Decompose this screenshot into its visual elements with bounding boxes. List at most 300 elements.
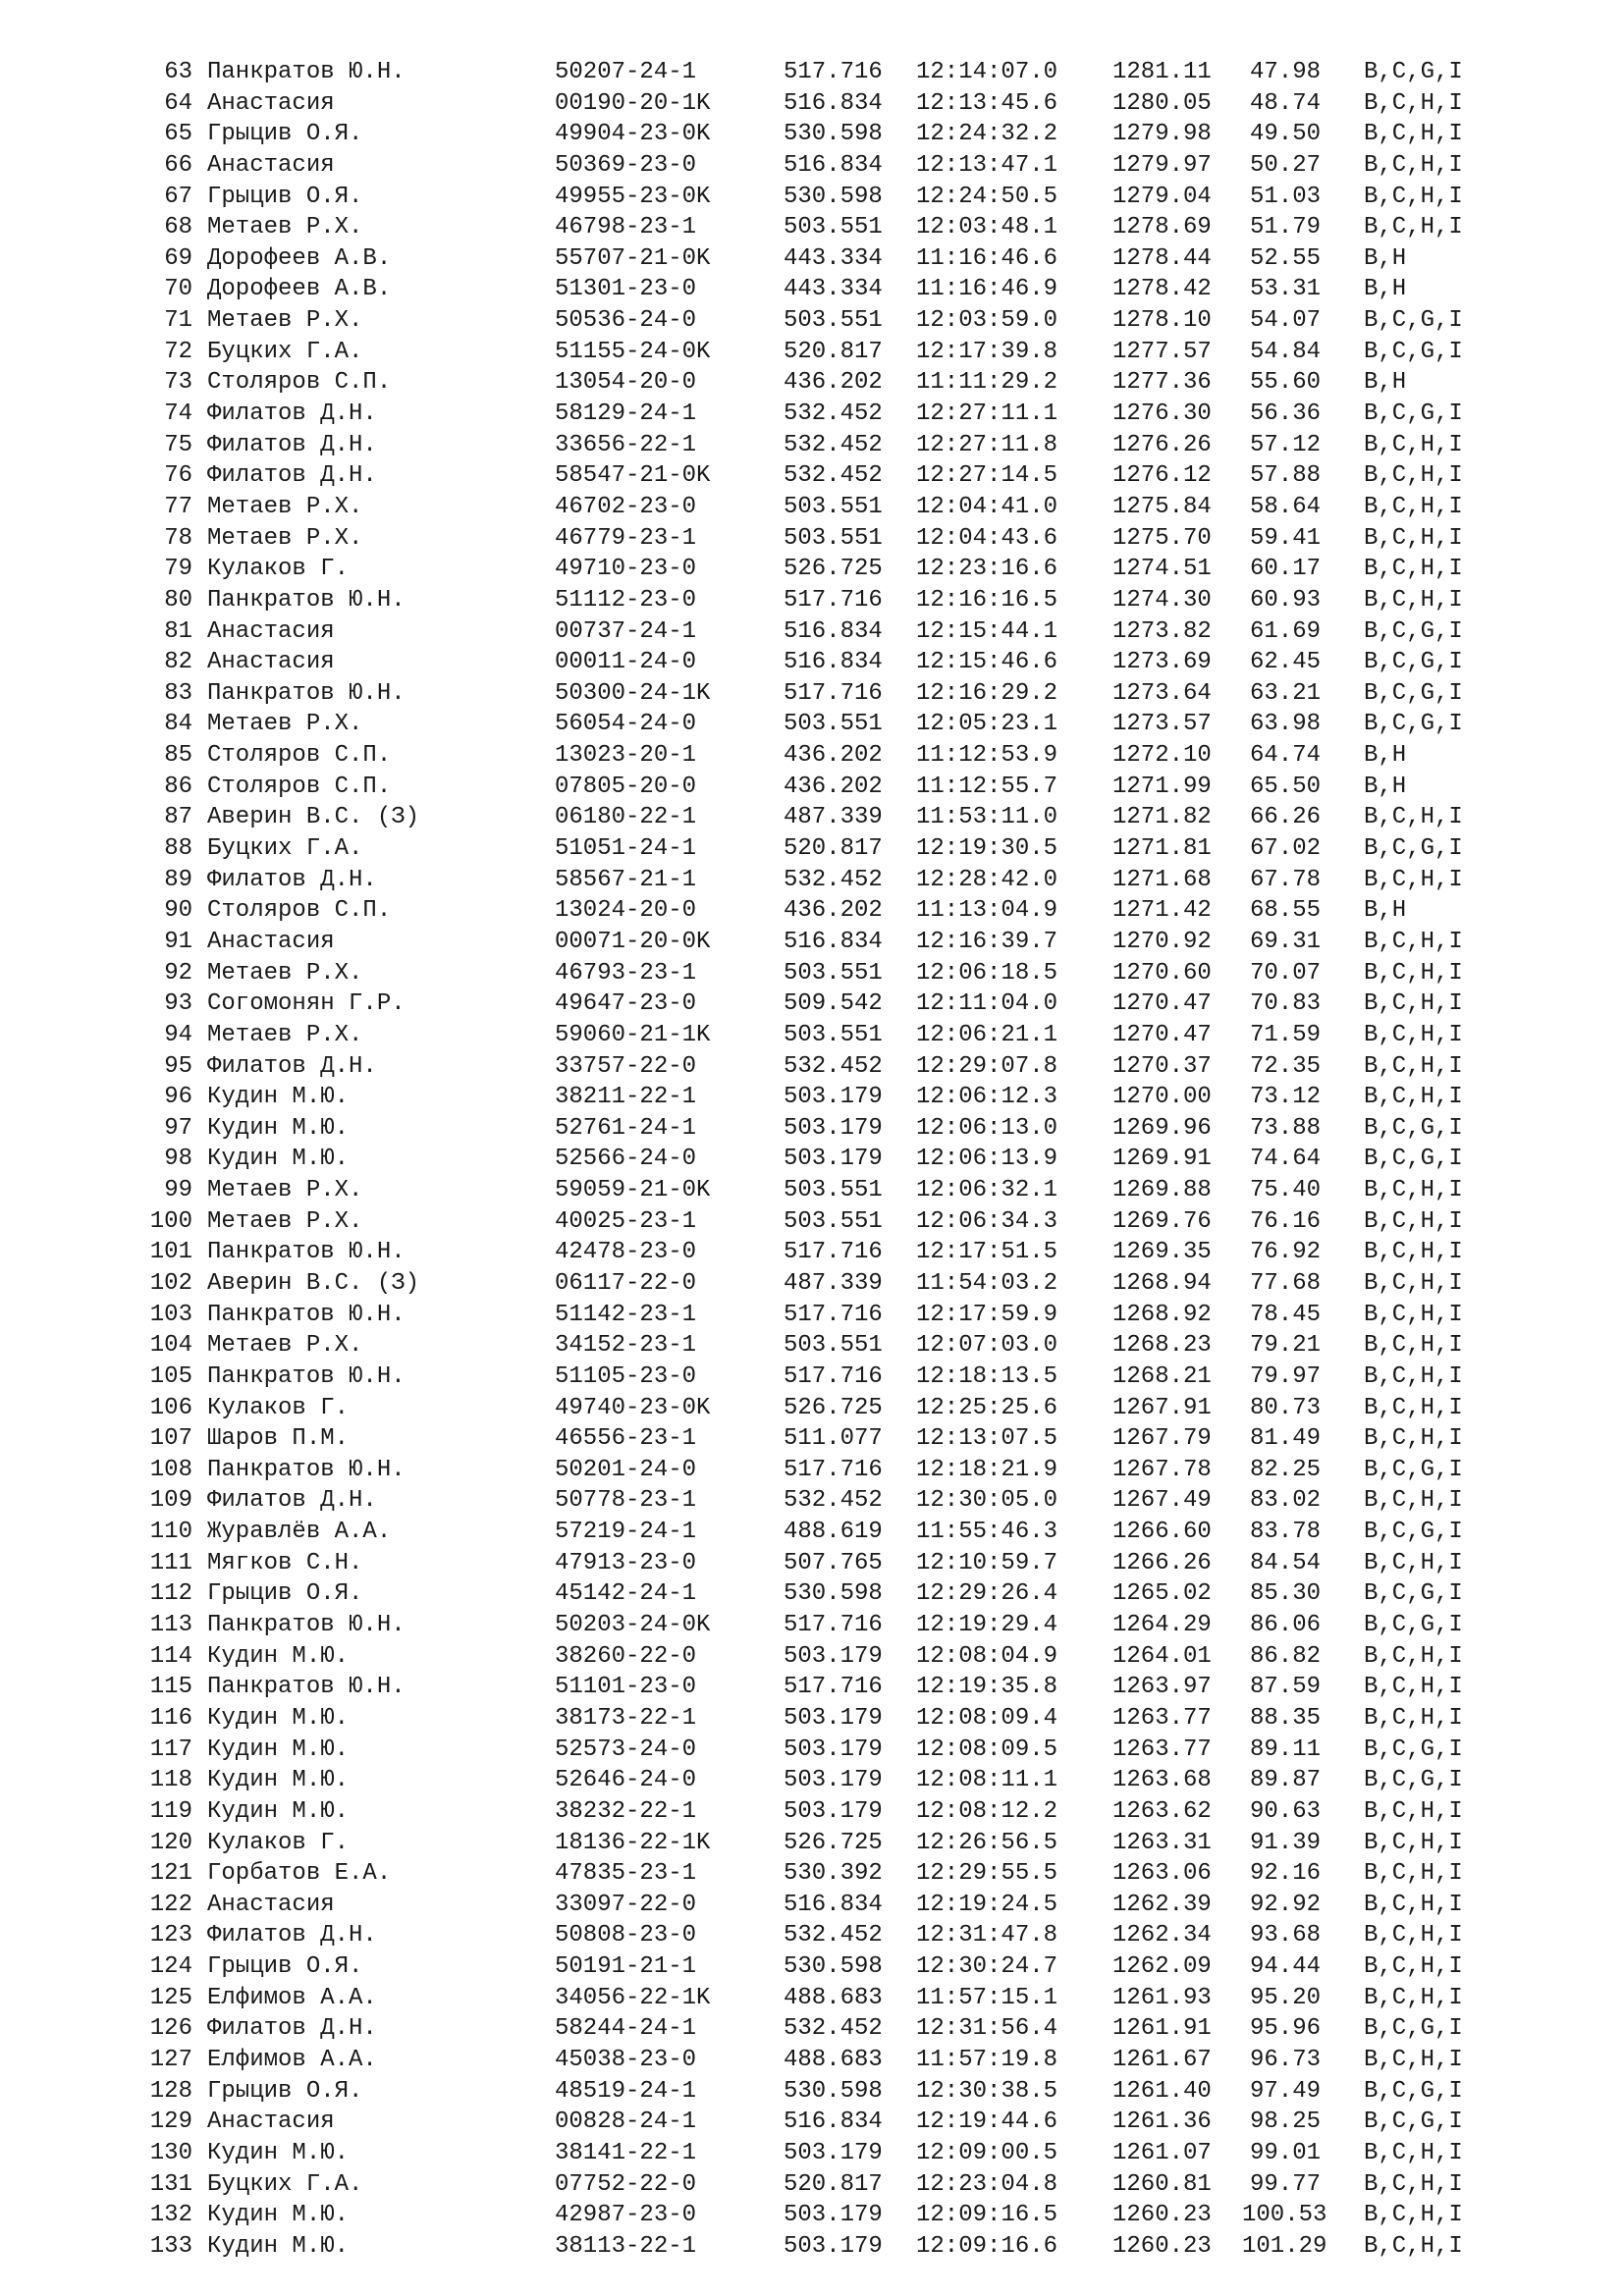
distance-cell: 517.716 [784,1674,883,1701]
ring-number-cell: 51155-24-0K [555,338,711,365]
fancier-name-cell: Дорофеев А.В. [207,276,392,303]
speed-cell: 1270.00 [1112,1084,1212,1111]
arrival-time-cell: 12:31:56.4 [916,2015,1058,2043]
coefficient-cell: 80.73 [1249,1394,1321,1421]
marks-cell: B,C,H,I [1364,1207,1463,1235]
ring-number-cell: 49740-23-0K [555,1394,711,1421]
fancier-name-cell: Кудин М.Ю. [207,1642,350,1670]
speed-cell: 1268.21 [1112,1362,1212,1390]
place-cell: 63 [164,59,192,85]
place-cell: 103 [149,1301,192,1328]
arrival-time-cell: 12:15:46.6 [916,649,1058,676]
fancier-name-cell: Кудин М.Ю. [207,1735,350,1763]
arrival-time-cell: 11:11:29.2 [916,369,1058,397]
marks-cell: B,H [1364,244,1407,272]
distance-cell: 517.716 [784,1301,883,1328]
distance-cell: 532.452 [784,866,883,893]
arrival-time-cell: 12:27:11.8 [916,431,1058,458]
fancier-name-cell: Филатов Д.Н. [207,1922,377,1949]
coefficient-cell: 58.64 [1249,493,1321,520]
place-cell: 114 [149,1642,192,1670]
marks-cell: B,C,H,I [1364,1084,1463,1111]
fancier-name-cell: Буцких Г.А. [207,338,363,365]
speed-cell: 1278.69 [1112,214,1212,241]
speed-cell: 1263.06 [1112,1860,1212,1888]
place-cell: 66 [164,151,192,179]
result-row [0,1641,1624,1673]
place-cell: 87 [164,804,192,831]
result-row [0,492,1624,523]
distance-cell: 516.834 [784,2109,883,2136]
distance-cell: 503.179 [784,1146,883,1173]
speed-cell: 1263.77 [1112,1735,1212,1763]
arrival-time-cell: 12:17:51.5 [916,1239,1058,1266]
fancier-name-cell: Филатов Д.Н. [207,400,377,428]
ring-number-cell: 50778-23-1 [555,1487,697,1515]
result-row [0,88,1624,120]
marks-cell: B,C,G,I [1364,835,1463,863]
place-cell: 85 [164,742,192,770]
arrival-time-cell: 12:04:43.6 [916,524,1058,552]
ring-number-cell: 56054-24-0 [555,711,697,738]
coefficient-cell: 76.16 [1249,1207,1321,1235]
coefficient-cell: 82.25 [1249,1456,1321,1483]
result-row [0,337,1624,368]
coefficient-cell: 83.78 [1249,1519,1321,1546]
place-cell: 83 [164,679,192,707]
result-row [0,1423,1624,1455]
place-cell: 105 [149,1362,192,1390]
fancier-name-cell: Кулаков Г. [207,1829,350,1856]
coefficient-cell: 60.93 [1249,586,1321,614]
fancier-name-cell: Анастасия [207,928,335,955]
coefficient-cell: 101.29 [1242,2232,1327,2260]
ring-number-cell: 49955-23-0K [555,183,711,210]
speed-cell: 1267.91 [1112,1394,1212,1421]
marks-cell: B,C,H,I [1364,121,1463,148]
result-row [0,1796,1624,1828]
coefficient-cell: 84.54 [1249,1549,1321,1576]
distance-cell: 503.551 [784,1021,883,1048]
result-row [0,554,1624,585]
distance-cell: 503.551 [784,493,883,520]
ring-number-cell: 00071-20-0K [555,928,711,955]
ring-number-cell: 38211-22-1 [555,1084,697,1111]
coefficient-cell: 60.17 [1249,556,1321,583]
coefficient-cell: 61.69 [1249,617,1321,645]
coefficient-cell: 72.35 [1249,1052,1321,1080]
speed-cell: 1275.84 [1112,493,1212,520]
arrival-time-cell: 12:09:00.5 [916,2139,1058,2166]
speed-cell: 1279.97 [1112,151,1212,179]
distance-cell: 503.179 [784,1735,883,1763]
arrival-time-cell: 12:30:05.0 [916,1487,1058,1515]
speed-cell: 1263.68 [1112,1767,1212,1794]
ring-number-cell: 58547-21-0K [555,462,711,490]
result-row [0,1485,1624,1517]
speed-cell: 1281.11 [1112,59,1212,85]
arrival-time-cell: 12:18:13.5 [916,1362,1058,1390]
result-row [0,1858,1624,1890]
result-row [0,2169,1624,2201]
ring-number-cell: 45038-23-0 [555,2047,697,2073]
marks-cell: B,C,G,I [1364,2015,1463,2043]
place-cell: 115 [149,1674,192,1701]
coefficient-cell: 62.45 [1249,649,1321,676]
speed-cell: 1262.34 [1112,1922,1212,1949]
coefficient-cell: 56.36 [1249,400,1321,428]
coefficient-cell: 52.55 [1249,244,1321,272]
speed-cell: 1263.62 [1112,1797,1212,1825]
coefficient-cell: 73.12 [1249,1084,1321,1111]
place-cell: 100 [149,1207,192,1235]
fancier-name-cell: Грыцив О.Я. [207,1953,363,1981]
distance-cell: 503.551 [784,1332,883,1360]
distance-cell: 488.619 [784,1519,883,1546]
arrival-time-cell: 12:29:07.8 [916,1052,1058,1080]
marks-cell: B,C,H,I [1364,89,1463,117]
distance-cell: 503.179 [784,1704,883,1732]
result-row [0,1455,1624,1486]
fancier-name-cell: Метаев Р.Х. [207,524,363,552]
speed-cell: 1273.69 [1112,649,1212,676]
result-row [0,430,1624,461]
results-list [0,57,1624,2262]
speed-cell: 1269.96 [1112,1114,1212,1142]
distance-cell: 516.834 [784,617,883,645]
place-cell: 107 [149,1425,192,1453]
place-cell: 116 [149,1704,192,1732]
coefficient-cell: 79.21 [1249,1332,1321,1360]
speed-cell: 1260.81 [1112,2170,1212,2198]
speed-cell: 1276.26 [1112,431,1212,458]
speed-cell: 1275.70 [1112,524,1212,552]
fancier-name-cell: Кудин М.Ю. [207,1146,350,1173]
result-row [0,367,1624,399]
place-cell: 125 [149,1984,192,2011]
arrival-time-cell: 12:28:42.0 [916,866,1058,893]
arrival-time-cell: 12:08:09.5 [916,1735,1058,1763]
marks-cell: B,C,H,I [1364,1177,1463,1204]
place-cell: 101 [149,1239,192,1266]
ring-number-cell: 00737-24-1 [555,617,697,645]
marks-cell: B,C,H,I [1364,2139,1463,2166]
speed-cell: 1278.10 [1112,307,1212,335]
arrival-time-cell: 11:54:03.2 [916,1269,1058,1297]
arrival-time-cell: 12:06:12.3 [916,1084,1058,1111]
coefficient-cell: 81.49 [1249,1425,1321,1453]
coefficient-cell: 57.12 [1249,431,1321,458]
result-row [0,1330,1624,1362]
marks-cell: B,C,H,I [1364,959,1463,987]
marks-cell: B,C,H,I [1364,183,1463,210]
ring-number-cell: 46556-23-1 [555,1425,697,1453]
fancier-name-cell: Анастасия [207,2109,335,2136]
distance-cell: 532.452 [784,1052,883,1080]
speed-cell: 1276.30 [1112,400,1212,428]
arrival-time-cell: 12:09:16.6 [916,2232,1058,2260]
arrival-time-cell: 12:24:50.5 [916,183,1058,210]
arrival-time-cell: 12:15:44.1 [916,617,1058,645]
place-cell: 68 [164,214,192,241]
distance-cell: 526.725 [784,1394,883,1421]
place-cell: 106 [149,1394,192,1421]
arrival-time-cell: 12:13:07.5 [916,1425,1058,1453]
marks-cell: B,C,H,I [1364,556,1463,583]
fancier-name-cell: Кулаков Г. [207,556,350,583]
fancier-name-cell: Аверин В.С. (З) [207,804,420,831]
ring-number-cell: 34056-22-1K [555,1984,711,2011]
arrival-time-cell: 12:16:39.7 [916,928,1058,955]
coefficient-cell: 88.35 [1249,1704,1321,1732]
marks-cell: B,C,G,I [1364,649,1463,676]
speed-cell: 1273.57 [1112,711,1212,738]
fancier-name-cell: Журавлёв А.А. [207,1519,392,1546]
distance-cell: 436.202 [784,369,883,397]
distance-cell: 503.551 [784,1177,883,1204]
coefficient-cell: 95.96 [1249,2015,1321,2043]
arrival-time-cell: 12:06:13.9 [916,1146,1058,1173]
ring-number-cell: 50536-24-0 [555,307,697,335]
result-row [0,399,1624,430]
result-row [0,1920,1624,1951]
place-cell: 64 [164,89,192,117]
speed-cell: 1271.42 [1112,897,1212,925]
speed-cell: 1279.04 [1112,183,1212,210]
place-cell: 69 [164,244,192,272]
arrival-time-cell: 11:55:46.3 [916,1519,1058,1546]
fancier-name-cell: Филатов Д.Н. [207,431,377,458]
distance-cell: 520.817 [784,835,883,863]
coefficient-cell: 91.39 [1249,1829,1321,1856]
speed-cell: 1268.94 [1112,1269,1212,1297]
fancier-name-cell: Анастасия [207,1891,335,1918]
arrival-time-cell: 12:06:13.0 [916,1114,1058,1142]
ring-number-cell: 50369-23-0 [555,151,697,179]
fancier-name-cell: Филатов Д.Н. [207,2015,377,2043]
fancier-name-cell: Панкратов Ю.Н. [207,1456,406,1483]
speed-cell: 1267.78 [1112,1456,1212,1483]
marks-cell: B,C,H,I [1364,1891,1463,1918]
result-row [0,1268,1624,1300]
fancier-name-cell: Грыцив О.Я. [207,1580,363,1608]
ring-number-cell: 18136-22-1K [555,1829,711,1856]
coefficient-cell: 68.55 [1249,897,1321,925]
result-row [0,833,1624,865]
speed-cell: 1274.51 [1112,556,1212,583]
coefficient-cell: 92.92 [1249,1891,1321,1918]
distance-cell: 503.179 [784,1114,883,1142]
speed-cell: 1263.31 [1112,1829,1212,1856]
speed-cell: 1276.12 [1112,462,1212,490]
place-cell: 96 [164,1084,192,1111]
place-cell: 73 [164,369,192,397]
distance-cell: 503.551 [784,524,883,552]
ring-number-cell: 46702-23-0 [555,493,697,520]
result-row [0,523,1624,555]
marks-cell: B,C,H,I [1364,1362,1463,1390]
arrival-time-cell: 12:29:26.4 [916,1580,1058,1608]
speed-cell: 1270.47 [1112,1021,1212,1048]
ring-number-cell: 51105-23-0 [555,1362,697,1390]
fancier-name-cell: Метаев Р.Х. [207,1207,363,1235]
result-row [0,243,1624,275]
result-row [0,1144,1624,1175]
ring-number-cell: 33097-22-0 [555,1891,697,1918]
distance-cell: 516.834 [784,928,883,955]
fancier-name-cell: Панкратов Ю.Н. [207,59,406,85]
coefficient-cell: 79.97 [1249,1362,1321,1390]
result-row [0,927,1624,958]
fancier-name-cell: Панкратов Ю.Н. [207,679,406,707]
distance-cell: 503.179 [784,2139,883,2166]
result-row [0,958,1624,989]
marks-cell: B,C,G,I [1364,59,1463,85]
result-row [0,1362,1624,1393]
ring-number-cell: 51051-24-1 [555,835,697,863]
place-cell: 72 [164,338,192,365]
coefficient-cell: 54.84 [1249,338,1321,365]
fancier-name-cell: Буцких Г.А. [207,2170,363,2198]
result-row [0,1237,1624,1268]
ring-number-cell: 50201-24-0 [555,1456,697,1483]
arrival-time-cell: 12:16:16.5 [916,586,1058,614]
speed-cell: 1269.91 [1112,1146,1212,1173]
arrival-time-cell: 11:13:04.9 [916,897,1058,925]
marks-cell: B,C,G,I [1364,400,1463,428]
speed-cell: 1267.79 [1112,1425,1212,1453]
result-row [0,988,1624,1020]
fancier-name-cell: Дорофеев А.В. [207,244,392,272]
distance-cell: 436.202 [784,773,883,800]
place-cell: 65 [164,121,192,148]
fancier-name-cell: Метаев Р.Х. [207,307,363,335]
coefficient-cell: 99.77 [1249,2170,1321,2198]
ring-number-cell: 38232-22-1 [555,1797,697,1825]
arrival-time-cell: 12:30:38.5 [916,2077,1058,2105]
coefficient-cell: 67.78 [1249,866,1321,893]
speed-cell: 1265.02 [1112,1580,1212,1608]
arrival-time-cell: 12:19:35.8 [916,1674,1058,1701]
coefficient-cell: 73.88 [1249,1114,1321,1142]
fancier-name-cell: Панкратов Ю.Н. [207,586,406,614]
marks-cell: B,C,H,I [1364,1301,1463,1328]
coefficient-cell: 98.25 [1249,2109,1321,2136]
marks-cell: B,C,H,I [1364,2232,1463,2260]
ring-number-cell: 58244-24-1 [555,2015,697,2043]
ring-number-cell: 51301-23-0 [555,276,697,303]
ring-number-cell: 57219-24-1 [555,1519,697,1546]
distance-cell: 503.551 [784,1207,883,1235]
ring-number-cell: 52573-24-0 [555,1735,697,1763]
result-row [0,2045,1624,2076]
place-cell: 113 [149,1612,192,1639]
distance-cell: 526.725 [784,1829,883,1856]
result-row [0,709,1624,740]
result-row [0,678,1624,710]
arrival-time-cell: 12:29:55.5 [916,1860,1058,1888]
arrival-time-cell: 12:06:18.5 [916,959,1058,987]
marks-cell: B,C,H,I [1364,1332,1463,1360]
marks-cell: B,C,H,I [1364,151,1463,179]
arrival-time-cell: 12:08:12.2 [916,1797,1058,1825]
marks-cell: B,C,G,I [1364,1146,1463,1173]
distance-cell: 530.392 [784,1860,883,1888]
marks-cell: B,C,H,I [1364,2047,1463,2073]
fancier-name-cell: Елфимов А.А. [207,1984,377,2011]
coefficient-cell: 89.87 [1249,1767,1321,1794]
marks-cell: B,C,G,I [1364,679,1463,707]
place-cell: 81 [164,617,192,645]
marks-cell: B,C,H,I [1364,431,1463,458]
place-cell: 89 [164,866,192,893]
marks-cell: B,C,G,I [1364,617,1463,645]
speed-cell: 1263.97 [1112,1674,1212,1701]
arrival-time-cell: 12:11:04.0 [916,990,1058,1018]
marks-cell: B,C,H,I [1364,1922,1463,1949]
ring-number-cell: 42987-23-0 [555,2202,697,2229]
coefficient-cell: 87.59 [1249,1674,1321,1701]
marks-cell: B,C,H,I [1364,214,1463,241]
ring-number-cell: 49904-23-0K [555,121,711,148]
coefficient-cell: 48.74 [1249,89,1321,117]
fancier-name-cell: Кудин М.Ю. [207,1704,350,1732]
result-row [0,2076,1624,2108]
distance-cell: 503.551 [784,214,883,241]
arrival-time-cell: 11:16:46.6 [916,244,1058,272]
distance-cell: 532.452 [784,1487,883,1515]
result-row [0,182,1624,213]
ring-number-cell: 33757-22-0 [555,1052,697,1080]
ring-number-cell: 59060-21-1K [555,1021,711,1048]
arrival-time-cell: 12:30:24.7 [916,1953,1058,1981]
distance-cell: 532.452 [784,400,883,428]
coefficient-cell: 92.16 [1249,1860,1321,1888]
ring-number-cell: 13024-20-0 [555,897,697,925]
fancier-name-cell: Грыцив О.Я. [207,121,363,148]
arrival-time-cell: 12:13:47.1 [916,151,1058,179]
coefficient-cell: 70.07 [1249,959,1321,987]
marks-cell: B,C,H,I [1364,990,1463,1018]
arrival-time-cell: 11:16:46.9 [916,276,1058,303]
coefficient-cell: 75.40 [1249,1177,1321,1204]
fancier-name-cell: Мягков С.Н. [207,1549,363,1576]
distance-cell: 503.179 [784,1084,883,1111]
speed-cell: 1271.99 [1112,773,1212,800]
ring-number-cell: 38173-22-1 [555,1704,697,1732]
fancier-name-cell: Кудин М.Ю. [207,1084,350,1111]
marks-cell: B,C,G,I [1364,1114,1463,1142]
coefficient-cell: 69.31 [1249,928,1321,955]
ring-number-cell: 38113-22-1 [555,2232,697,2260]
coefficient-cell: 97.49 [1249,2077,1321,2105]
place-cell: 99 [164,1177,192,1204]
coefficient-cell: 95.20 [1249,1984,1321,2011]
distance-cell: 517.716 [784,1612,883,1639]
distance-cell: 516.834 [784,151,883,179]
coefficient-cell: 85.30 [1249,1580,1321,1608]
result-row [0,1703,1624,1735]
marks-cell: B,C,H,I [1364,1269,1463,1297]
ring-number-cell: 50207-24-1 [555,59,697,85]
ring-number-cell: 55707-21-0K [555,244,711,272]
marks-cell: B,C,H,I [1364,2202,1463,2229]
fancier-name-cell: Панкратов Ю.Н. [207,1239,406,1266]
speed-cell: 1271.81 [1112,835,1212,863]
distance-cell: 530.598 [784,1953,883,1981]
ring-number-cell: 38260-22-0 [555,1642,697,1670]
marks-cell: B,C,H,I [1364,1021,1463,1048]
